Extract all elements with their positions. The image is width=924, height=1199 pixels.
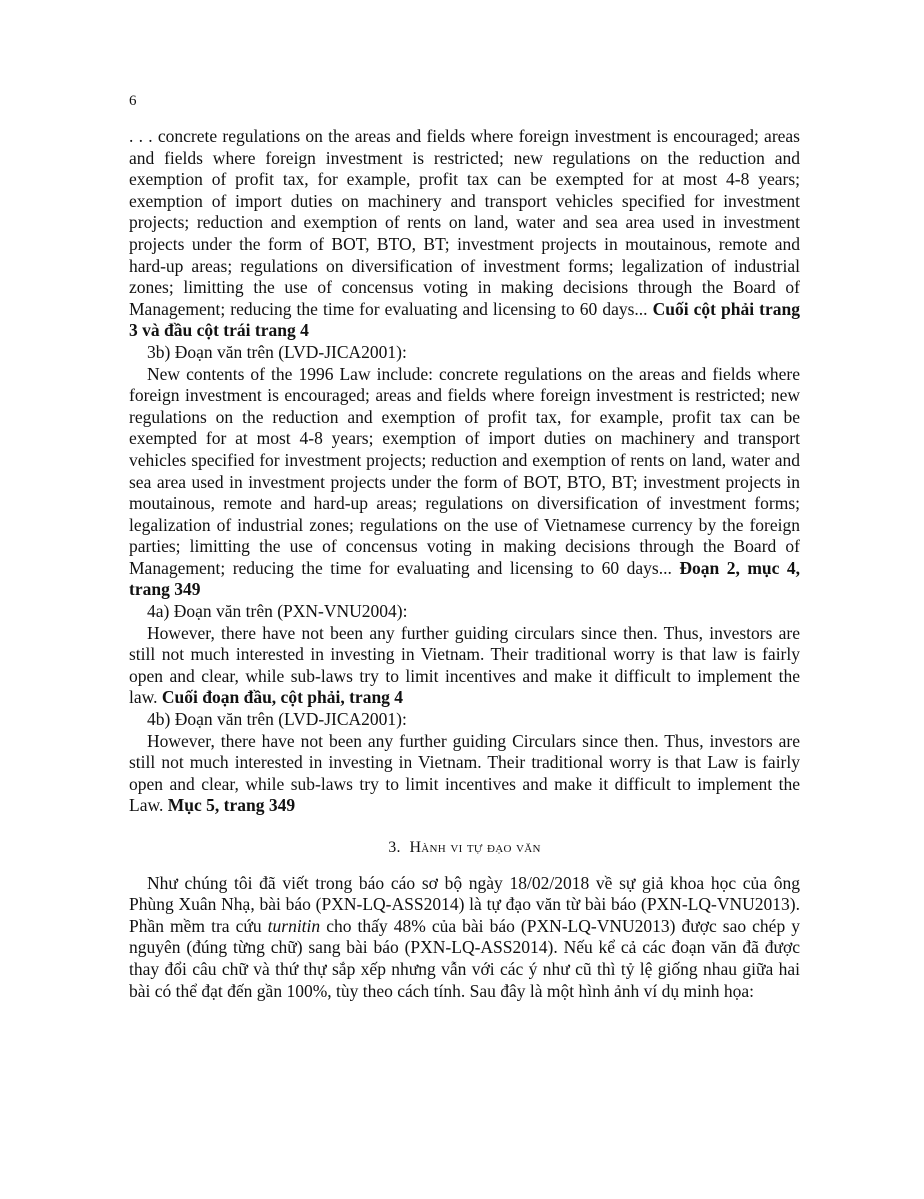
quote-4a-source: Cuối đoạn đầu, cột phải, trang 4 xyxy=(161,687,404,708)
quote-4a-text: However, there have not been any further guiding circulars since then. Thus, investors are still not much interested in investing in Vietnam. Their traditional worry is that law is fairly open and clear, while sub-laws try to limit incentives and make it difficult to implement the law. xyxy=(129,622,800,708)
quote-3b xyxy=(129,364,800,602)
quote-4b-source: Mục 5, trang 349 xyxy=(167,795,296,816)
quote-4b-text: However, there have not been any further guiding Circulars since then. Thus, investors are still not much interested in investing in Vietnam. Their traditional worry is that Law is fairly open and clear, while sub-laws try to limit incentives and make it difficult to implement the Law. xyxy=(129,730,800,816)
section-number: 3. xyxy=(388,839,401,856)
body-paragraph-part1: Như chúng tôi đã viết trong báo cáo sơ bộ ngày 18/02/2018 về sự giả khoa học của ông Phùng Xuân Nhạ, bài báo (PXN-LQ-ASS2014) là tự đạo văn từ bài báo (PXN-LQ-VNU2013). Phần mềm tra cứu xyxy=(129,872,800,936)
label-4a: 4a) Đoạn văn trên (PXN-VNU2004): xyxy=(147,601,408,622)
quote-4a xyxy=(129,623,800,709)
quote-3a-text: . . . concrete regulations on the areas and fields where foreign investment is encouraged; areas and fields where foreign investment is restricted; new regulations on the reduction and exemption of profit tax, for example, profit tax can be exempted for at most 4-8 years; exemption of import duties on machinery and transport vehicles specified for investment projects; reduction and exemption of rents on land, water and sea area used in investment projects under the form of BOT, BTO, BT; investment projects in moutainous, remote and hard-up areas; regulations on diversification of investment forms; legalization of industrial zones; limitting the use of concensus voting in making decisions through the Board of Management; reducing the time for evaluating and licensing to 60 days... xyxy=(129,126,800,319)
label-3b: 3b) Đoạn văn trên (LVD-JICA2001): xyxy=(147,341,407,362)
label-4b: 4b) Đoạn văn trên (LVD-JICA2001): xyxy=(147,709,407,730)
quote-3b-source: Đoạn 2, mục 4, trang 349 xyxy=(129,557,801,600)
quote-4b xyxy=(129,731,800,817)
quote-3a xyxy=(129,126,800,342)
body-paragraph xyxy=(129,873,800,1003)
body-paragraph-italic: turnitin xyxy=(267,915,321,936)
section-heading xyxy=(129,837,800,859)
page-content xyxy=(129,126,800,1002)
page-number: 6 xyxy=(129,93,137,109)
quote-3b-text: New contents of the 1996 Law include: concrete regulations on the areas and fields where foreign investment is encouraged; areas and fields where foreign investment is restricted; new regulations on the reduction and exemption of profit tax, for example, profit tax can be exempted for at most 4-8 years; exemption of import duties on machinery and transport vehicles specified for investment projects; reduction and exemption of rents on land, water and sea area used in investment projects under the form of BOT, BTO, BT; investment projects in moutainous, remote and hard-up areas; regulations on diversification of investment forms; legalization of industrial zones; regulations on the use of Vietnamese currency by the foreign parties; limitting the use of concensus voting in making decisions through the Board of Management; reducing the time for evaluating and licensing to 60 days... xyxy=(129,363,800,578)
body-paragraph-part2: cho thấy 48% của bài báo (PXN-LQ-VNU2013) được sao chép y nguyên (đúng từng chữ) sang bài báo (PXN-LQ-ASS2014). Nếu kể cả các đoạn văn đã được thay đổi câu chữ và thứ thự sắp xếp nhưng vẫn với các ý như cũ thì tỷ lệ giống nhau giữa hai bài có thể đạt đến gần 100%, tùy theo cách tính. Sau đây là một hình ảnh ví dụ minh họa: xyxy=(129,915,800,1001)
section-title: Hành vi tự đạo văn xyxy=(409,839,541,856)
quote-3a-source: Cuối cột phải trang 3 và đầu cột trái trang 4 xyxy=(129,298,800,341)
